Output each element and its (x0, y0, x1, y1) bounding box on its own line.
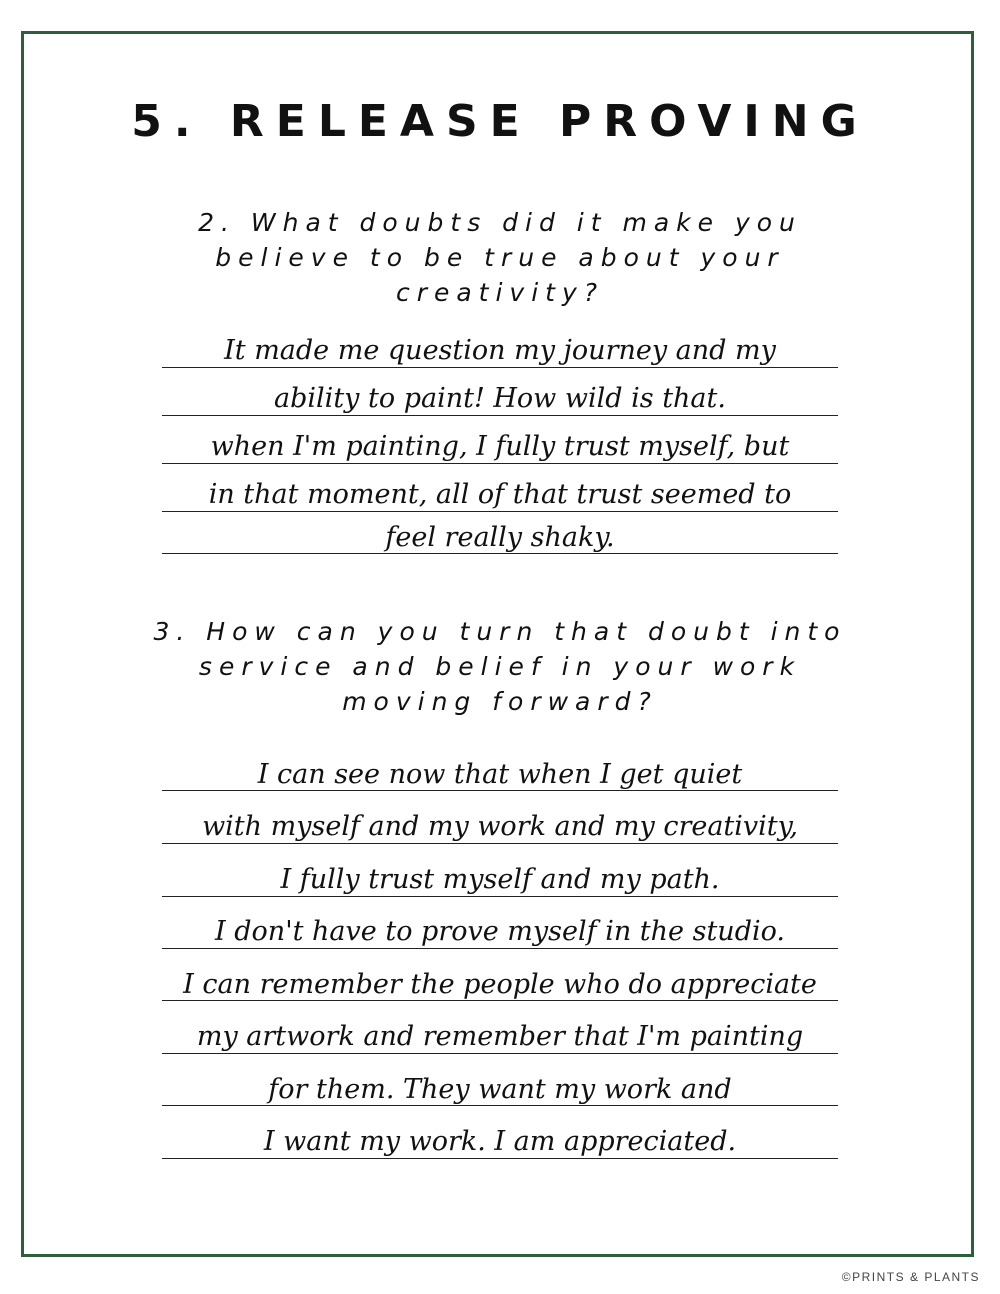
question-3-line-1: 3. How can you turn that doubt into (153, 617, 847, 646)
question-3-prompt (140, 614, 860, 719)
answer-3-text-5: I can remember the people who do appreciate (183, 969, 817, 1000)
answer-3-rule-5 (162, 1000, 838, 1001)
answer-3-text-8: I want my work. I am appreciated. (263, 1126, 737, 1157)
answer-2-text-4: in that moment, all of that trust seemed to (208, 479, 792, 510)
answer-3-text-2: with myself and my work and my creativity, (202, 811, 798, 842)
answer-3-rule-8 (162, 1158, 838, 1159)
answer-3-text-4: I don't have to prove myself in the studio. (215, 916, 785, 947)
question-2-line-3: creativity? (395, 278, 605, 307)
answer-3-text-3: I fully trust myself and my path. (280, 864, 720, 895)
question-2-line-2: believe to be true about your (215, 243, 785, 272)
answer-2-rule-3 (162, 463, 838, 464)
question-2-line-1: 2. What doubts did it make you (198, 208, 802, 237)
question-2-prompt (140, 205, 860, 310)
answer-2-rule-4 (162, 511, 838, 512)
answer-3-rule-7 (162, 1105, 838, 1106)
copyright-notice: ©PRINTS & PLANTS (841, 1270, 980, 1284)
answer-3-text-1: I can see now that when I get quiet (257, 759, 743, 790)
answer-3-rule-1 (162, 790, 838, 791)
answer-2-rule-1 (162, 367, 838, 368)
question-3-line-3: moving forward? (342, 687, 658, 716)
answer-2-text-5: feel really shaky. (385, 522, 615, 553)
answer-2-text-1: It made me question my journey and my (224, 335, 776, 366)
answer-2-rule-2 (162, 415, 838, 416)
answer-3-rule-2 (162, 843, 838, 844)
answer-2-text-3: when I'm painting, I fully trust myself, but (210, 431, 790, 462)
answer-3-text-6: my artwork and remember that I'm painting (196, 1021, 804, 1052)
answer-2-rule-5 (162, 553, 838, 554)
answer-2-text-2: ability to paint! How wild is that. (274, 383, 726, 414)
question-3-line-2: service and belief in your work (198, 652, 802, 681)
page-title: 5. RELEASE PROVING (131, 96, 869, 147)
answer-3-rule-3 (162, 896, 838, 897)
answer-3-rule-4 (162, 948, 838, 949)
answer-3-rule-6 (162, 1053, 838, 1054)
answer-3-text-7: for them. They want my work and (268, 1074, 732, 1105)
